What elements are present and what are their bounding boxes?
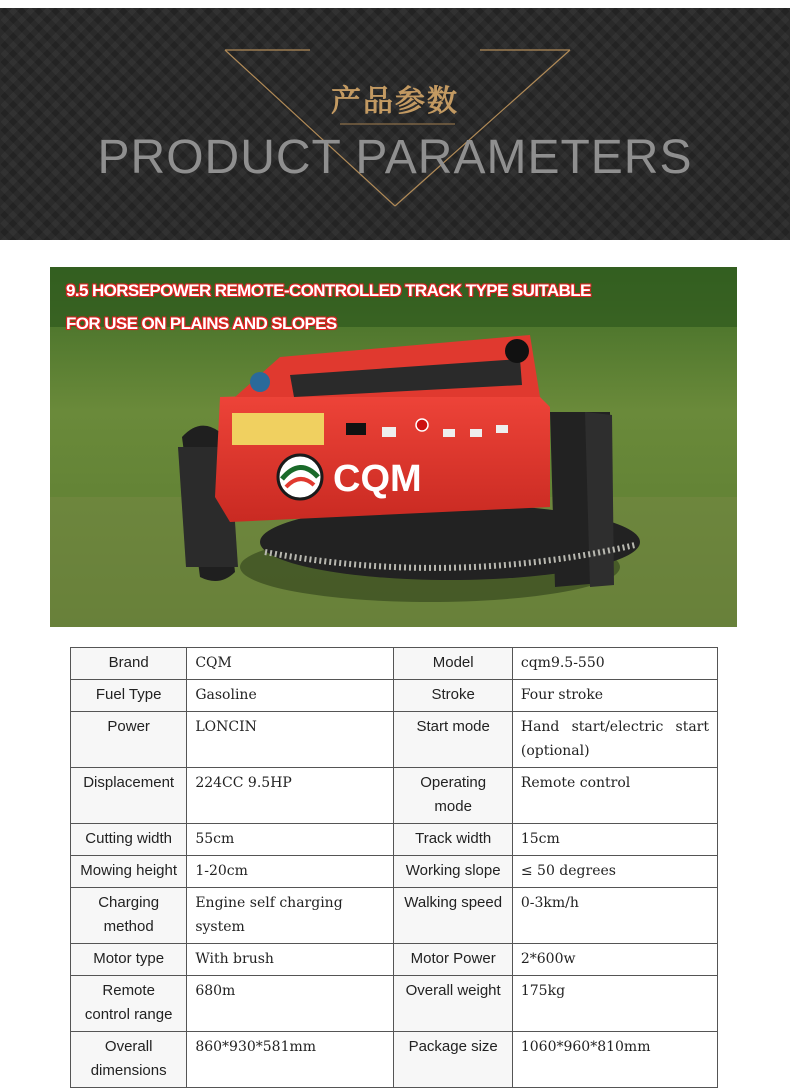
- param-value: 224CC 9.5HP: [187, 768, 394, 824]
- mower-logo-text: CQM: [333, 458, 422, 500]
- banner-decoration: [0, 8, 790, 240]
- table-row: [71, 888, 718, 944]
- param-label: Operating mode: [394, 768, 512, 824]
- param-label: Fuel Type: [71, 680, 187, 712]
- table-row: [71, 856, 718, 888]
- product-photo: [50, 267, 737, 627]
- param-value: CQM: [187, 648, 394, 680]
- param-value: Engine self charging system: [187, 888, 394, 944]
- table-row: [71, 976, 718, 1032]
- param-label: Overall dimensions: [71, 1032, 187, 1088]
- photo-caption-line2: FOR USE ON PLAINS AND SLOPES: [66, 314, 337, 333]
- param-value: cqm9.5-550: [512, 648, 717, 680]
- param-value: 175kg: [512, 976, 717, 1032]
- param-label: Displacement: [71, 768, 187, 824]
- param-value: Four stroke: [512, 680, 717, 712]
- param-label: Motor Power: [394, 944, 512, 976]
- param-value: 2*600w: [512, 944, 717, 976]
- parameters-table-body: [71, 648, 718, 1088]
- table-row: [71, 944, 718, 976]
- param-value: ≤ 50 degrees: [512, 856, 717, 888]
- param-label: Brand: [71, 648, 187, 680]
- table-row: [71, 768, 718, 824]
- param-label: Power: [71, 712, 187, 768]
- table-row: [71, 1032, 718, 1088]
- table-row: [71, 712, 718, 768]
- param-value: Hand start/electric start (optional): [512, 712, 717, 768]
- param-label: Remote control range: [71, 976, 187, 1032]
- table-row: [71, 824, 718, 856]
- section-title-english: PRODUCT PARAMETERS: [97, 131, 693, 184]
- param-value: 1060*960*810mm: [512, 1032, 717, 1088]
- param-label: Charging method: [71, 888, 187, 944]
- param-value: 55cm: [187, 824, 394, 856]
- param-label: Working slope: [394, 856, 512, 888]
- param-label: Cutting width: [71, 824, 187, 856]
- param-value: LONCIN: [187, 712, 394, 768]
- param-label: Start mode: [394, 712, 512, 768]
- param-label: Mowing height: [71, 856, 187, 888]
- section-title-chinese: 产品参数: [331, 84, 459, 119]
- table-row: [71, 680, 718, 712]
- param-label: Package size: [394, 1032, 512, 1088]
- param-label: Model: [394, 648, 512, 680]
- param-value: 1-20cm: [187, 856, 394, 888]
- param-label: Track width: [394, 824, 512, 856]
- param-label: Stroke: [394, 680, 512, 712]
- param-value: 0-3km/h: [512, 888, 717, 944]
- param-value: 680m: [187, 976, 394, 1032]
- param-value: With brush: [187, 944, 394, 976]
- photo-caption-line1: 9.5 HORSEPOWER REMOTE-CONTROLLED TRACK TYPE SUITABLE: [66, 281, 591, 300]
- param-value: Remote control: [512, 768, 717, 824]
- param-value: 15cm: [512, 824, 717, 856]
- param-value: Gasoline: [187, 680, 394, 712]
- product-parameters-table: [70, 647, 718, 1088]
- param-value: 860*930*581mm: [187, 1032, 394, 1088]
- table-row: [71, 648, 718, 680]
- param-label: Motor type: [71, 944, 187, 976]
- param-label: Overall weight: [394, 976, 512, 1032]
- param-label: Walking speed: [394, 888, 512, 944]
- header-banner: [0, 8, 790, 240]
